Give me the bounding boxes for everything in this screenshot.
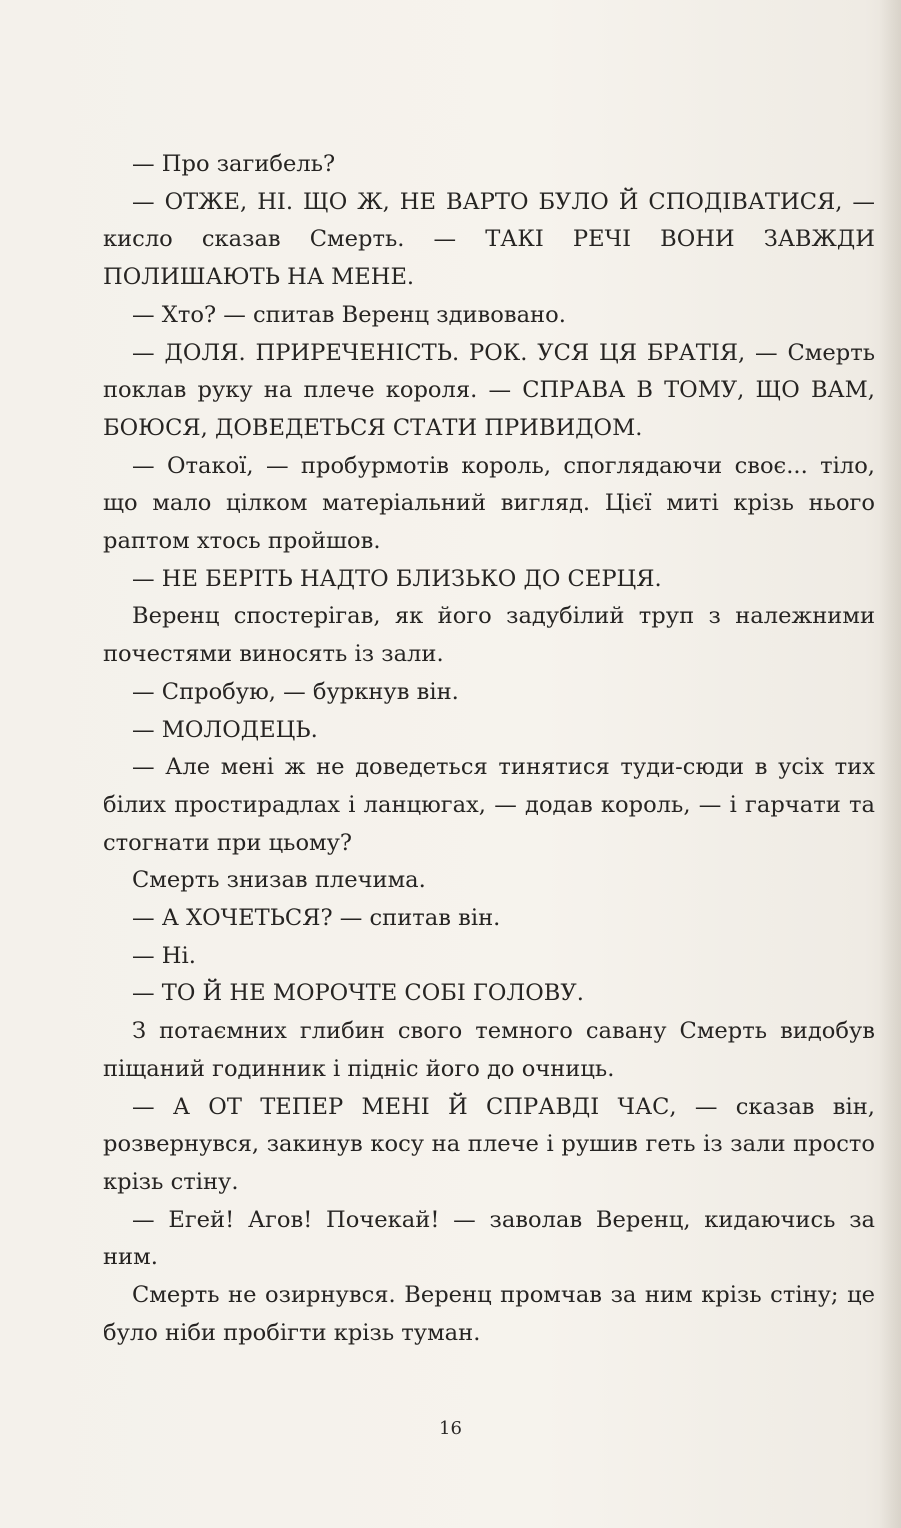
paragraph: — НЕ БЕРІТЬ НАДТО БЛИЗЬКО ДО СЕРЦЯ. [132, 565, 662, 592]
paragraph: — Про загибель? [132, 151, 336, 177]
paragraph: — Але мені ж не доведеться тинятися туди-сюди в усіх тих білих простирадлах і ланцюгах, — додав король, — і гарчати та стогнати при цьому? [103, 754, 875, 856]
paragraph: — Спробую, — буркнув він. [132, 678, 459, 705]
paragraph: — А ОТ ТЕПЕР МЕНІ Й СПРАВДІ ЧАС, — сказав він, розвернувся, закинув косу на плече і рушив геть із зали просто крізь стіну. [103, 1093, 875, 1195]
paragraph: З потаємних глибин свого темного савану Смерть видобув піщаний годинник і підніс його до очниць. [103, 1018, 875, 1082]
paragraph: Веренц спостерігав, як його задубілий труп з належними почестями виносять із зали. [103, 603, 875, 668]
body-text [103, 146, 875, 1353]
paragraph: — Отакої, — пробурмотів король, споглядаючи своє... тіло, що мало цілком матеріальний вигляд. Цієї миті крізь нього раптом хтось пройшов. [103, 452, 875, 555]
paragraph: — А ХОЧЕТЬСЯ? — спитав він. [132, 905, 501, 932]
page-edge-shadow [879, 0, 901, 1528]
paragraph: — ТО Й НЕ МОРОЧТЕ СОБІ ГОЛОВУ. [132, 980, 584, 1007]
paragraph: Смерть не озирнувся. Веренц промчав за ним крізь стіну; це було ніби пробігти крізь туман. [103, 1282, 875, 1346]
paragraph: — Егей! Агов! Почекай! — заволав Веренц, кидаючись за ним. [103, 1206, 875, 1271]
page-number: 16 [439, 1418, 462, 1439]
paragraph: — ОТЖЕ, НІ. ЩО Ж, НЕ ВАРТО БУЛО Й СПОДІВАТИСЯ, — кисло сказав Смерть. — ТАКІ РЕЧІ ВОНИ ЗАВЖДИ ПОЛИШАЮТЬ НА МЕНЕ. [103, 188, 875, 291]
paragraph: — Ні. [132, 942, 196, 969]
paragraph: — Хто? — спитав Веренц здивовано. [132, 301, 566, 328]
paragraph: Смерть знизав плечима. [132, 867, 426, 894]
paragraph: — МОЛОДЕЦЬ. [132, 716, 318, 743]
paragraph: — ДОЛЯ. ПРИРЕЧЕНІСТЬ. РОК. УСЯ ЦЯ БРАТІЯ, — Смерть поклав руку на плече короля. — СПРАВА В ТОМУ, ЩО ВАМ, БОЮСЯ, ДОВЕДЕТЬСЯ СТАТИ ПРИВИДОМ. [103, 339, 875, 441]
